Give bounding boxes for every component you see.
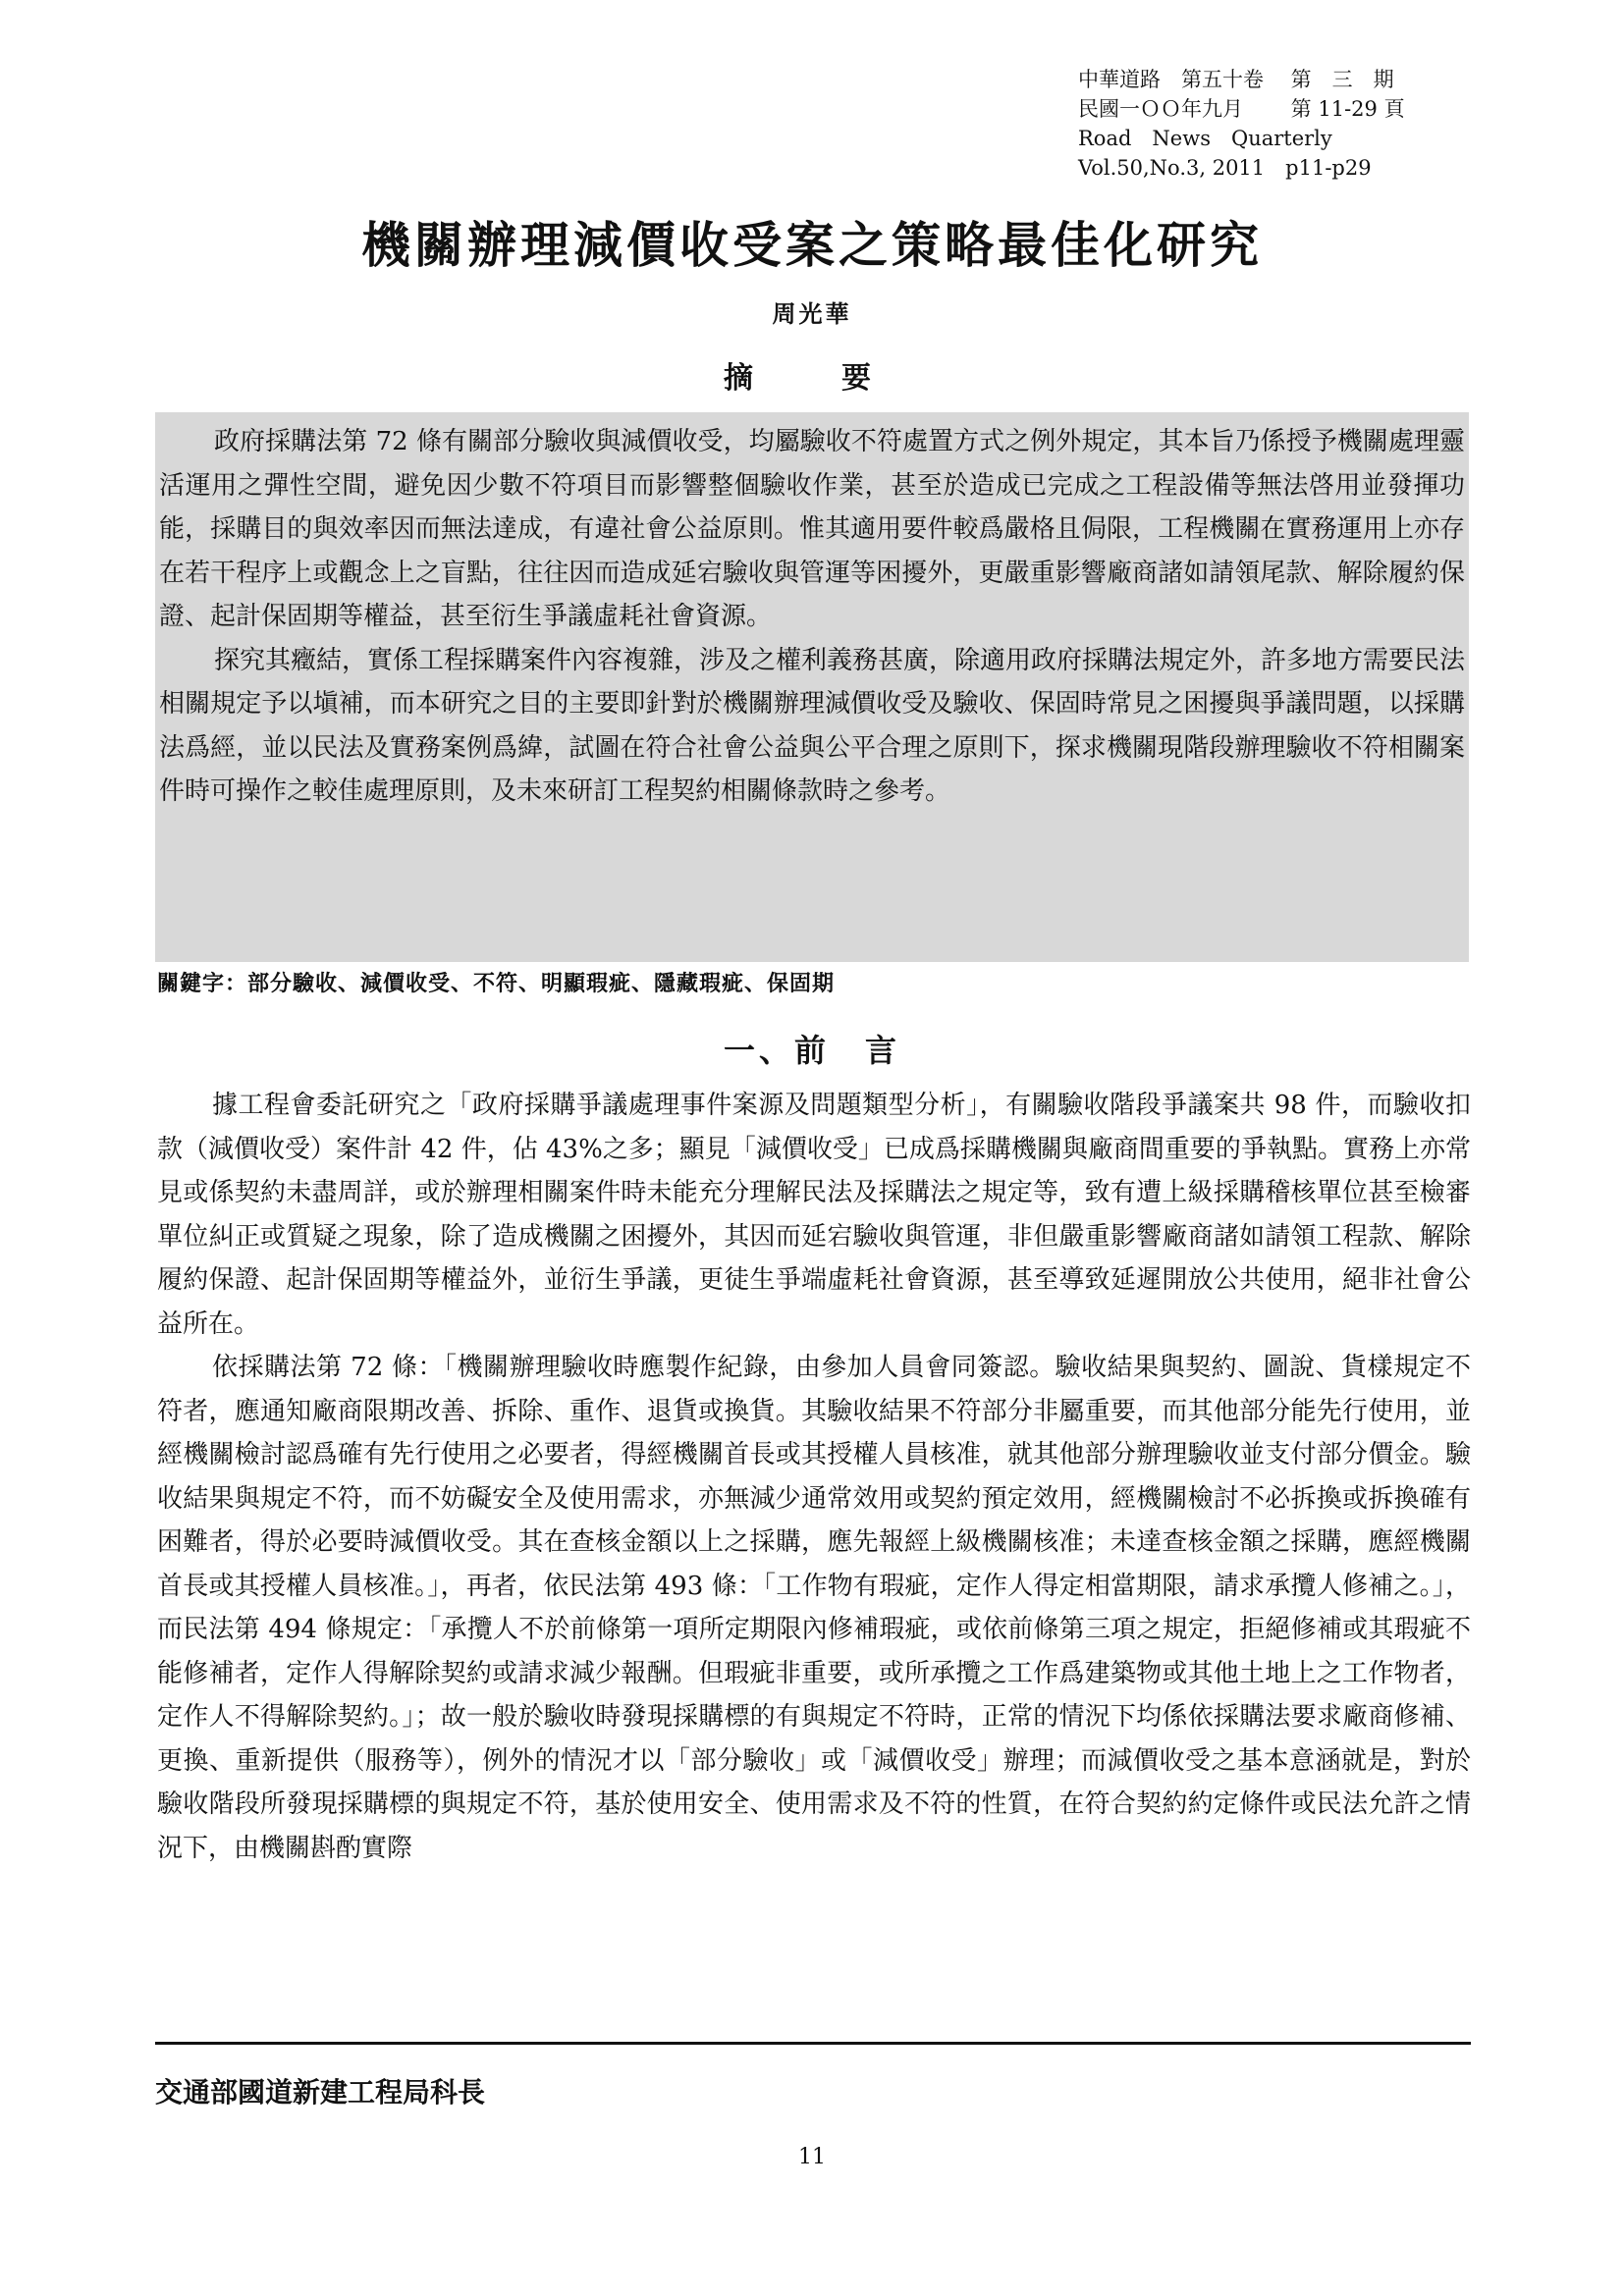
journal-line-1: 中華道路 第五十卷 第 三 期 xyxy=(1078,68,1394,91)
section-body xyxy=(157,1084,1471,1870)
section-heading: 一、前 言 xyxy=(723,1032,900,1069)
abstract-paragraph-1: 政府採購法第 72 條有關部分驗收與減價收受，均屬驗收不符處置方式之例外規定，其本旨乃係授予機關處理靈活運用之彈性空間，避免因少數不符項目而影響整個驗收作業，甚至於造成已完成之工程設備等無法啓用並發揮功能，採購目的與效率因而無法達成，有違社會公益原則。惟其適用要件較爲嚴格且侷限，工程機關在實務運用上亦存在若干程序上或觀念上之盲點，往往因而造成延宕驗收與管運等困擾外，更嚴重影響廠商諸如請領尾款、解除履約保證、起計保固期等權益，甚至衍生爭議虛耗社會資源。 xyxy=(159,427,1465,631)
journal-line-2: 民國一ＯＯ年九月 第 11-29 頁 xyxy=(1078,97,1405,121)
body-paragraph-1: 據工程會委託研究之「政府採購爭議處理事件案源及問題類型分析」，有關驗收階段爭議案共 98 件，而驗收扣款（減價收受）案件計 42 件，佔 43%之多；顯見「減價收受」已成爲採購機關與廠商間重要的爭執點。實務上亦常見或係契約未盡周詳，或於辦理相關案件時未能充分理解民法及採購法之規定等，致有遭上級採購稽核單位甚至檢審單位糾正或質疑之現象，除了造成機關之困擾外，其因而延宕驗收與管運，非但嚴重影響廠商諸如請領工程款、解除履約保證、起計保固期等權益外，並衍生爭議，更徒生爭端虛耗社會資源，甚至導致延遲開放公共使用，絕非社會公益所在。 xyxy=(157,1091,1471,1339)
keywords-line: 關鍵字：部分驗收、減價收受、不符、明顯瑕疵、隱藏瑕疵、保固期 xyxy=(157,972,836,996)
page-number: 11 xyxy=(798,2145,826,2169)
paper-title: 機關辦理減價收受案之策略最佳化研究 xyxy=(361,217,1263,274)
abstract-paragraph-2: 探究其癥結，實係工程採購案件內容複雜，涉及之權利義務甚廣，除適用政府採購法規定外，許多地方需要民法相關規定予以塡補，而本研究之目的主要即針對於機關辦理減價收受及驗收、保固時常見之困擾與爭議問題，以採購法爲經，並以民法及實務案例爲緯，試圖在符合社會公益與公平合理之原則下，探求機關現階段辦理驗收不符相關案件時可操作之較佳處理原則，及未來研訂工程契約相關條款時之參考。 xyxy=(159,645,1466,806)
journal-line-4: Vol.50,No.3, 2011 p11-p29 xyxy=(1078,156,1372,180)
author-name: 周光華 xyxy=(772,300,852,328)
journal-citation xyxy=(1078,65,1471,183)
author-affiliation-footnote: 交通部國道新建工程局科長 xyxy=(155,2076,486,2109)
abstract-box xyxy=(155,412,1469,962)
footnote-rule xyxy=(155,2042,1471,2045)
abstract-heading: 摘 要 xyxy=(724,361,900,396)
body-paragraph-2: 依採購法第 72 條：「機關辦理驗收時應製作紀錄，由參加人員會同簽認。驗收結果與契約、圖說、貨樣規定不符者，應通知廠商限期改善、拆除、重作、退貨或換貨。其驗收結果不符部分非屬重要，而其他部分能先行使用，並經機關檢討認爲確有先行使用之必要者，得經機關首長或其授權人員核准，就其他部分辦理驗收並支付部分價金。驗收結果與規定不符，而不妨礙安全及使用需求，亦無減少通常效用或契約預定效用，經機關檢討不必拆換或拆換確有困難者，得於必要時減價收受。其在查核金額以上之採購，應先報經上級機關核准；未達查核金額之採購，應經機關首長或其授權人員核准。」，再者，依民法第 493 條：「工作物有瑕疵，定作人得定相當期限，請求承攬人修補之。」，而民法第 494 條規定：「承攬人不於前條第一項所定期限內修補瑕疵，或依前條第三項之規定，拒絕修補或其瑕疵不能修補者，定作人得解除契約或請求減少報酬。但瑕疵非重要，或所承攬之工作爲建築物或其他土地上之工作物者，定作人不得解除契約。」；故一般於驗收時發現採購標的有與規定不符時，正常的情況下均係依採購法要求廠商修補、更換、重新提供（服務等），例外的情況才以「部分驗收」或「減價收受」辦理；而減價收受之基本意涵就是，對於驗收階段所發現採購標的與規定不符，基於使用安全、使用需求及不符的性質，在符合契約約定條件或民法允許之情況下，由機關斟酌實際 xyxy=(157,1353,1471,1863)
journal-line-3: Road News Quarterly xyxy=(1078,127,1332,150)
